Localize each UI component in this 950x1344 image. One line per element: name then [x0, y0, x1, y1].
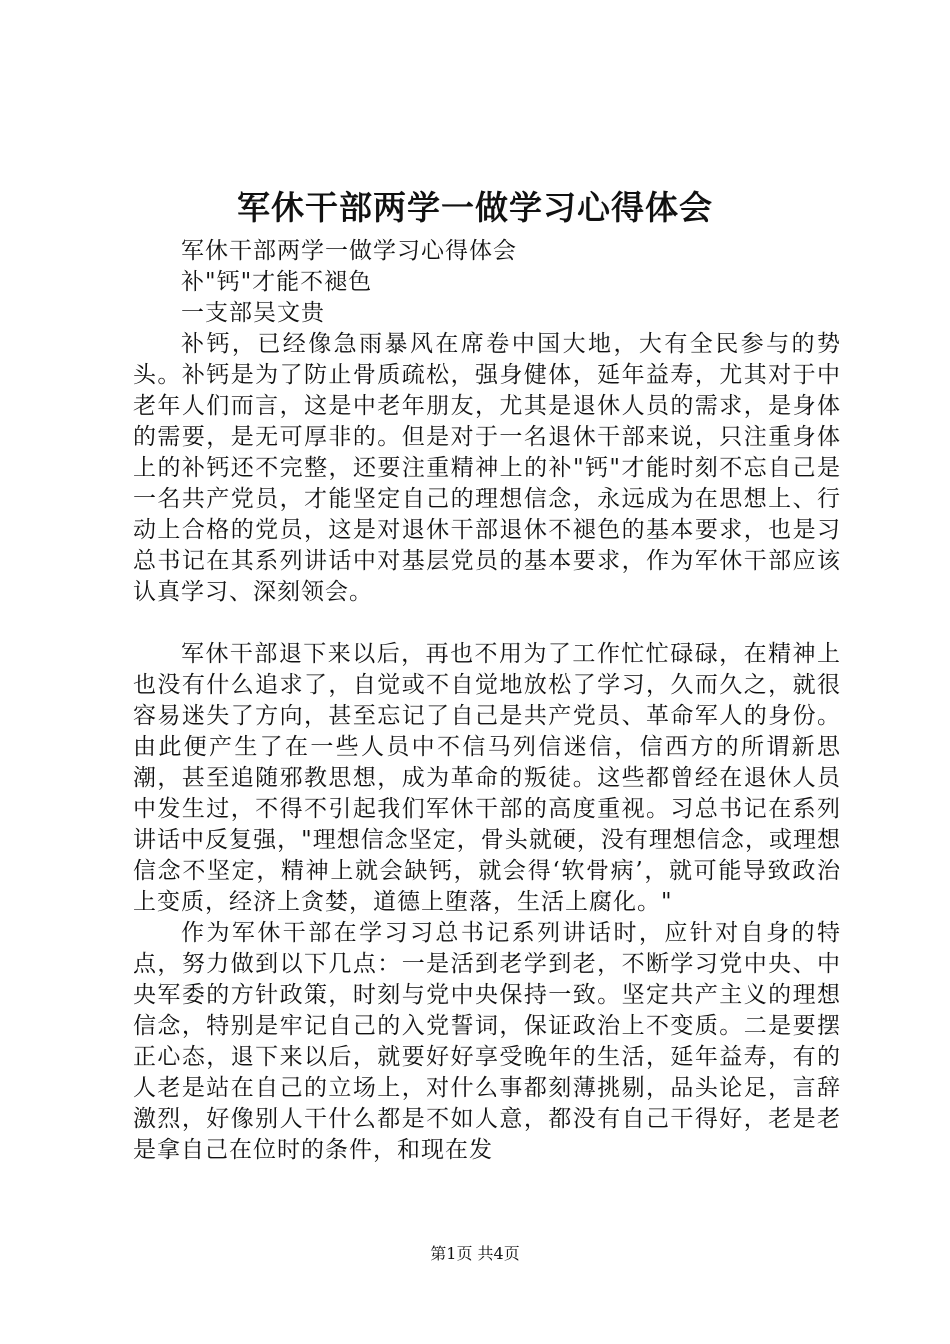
page-footer: 第1页 共4页 [430, 1244, 520, 1263]
document-body [133, 236, 841, 1166]
paragraph-3: 作为军休干部在学习习总书记系列讲话时，应针对自身的特点，努力做到以下几点：一是活到老学到老，不断学习党中央、中央军委的方针政策，时刻与党中央保持一致。坚定共产主义的理想信念，特别是牢记自己的入党誓词，保证政治上不变质。二是要摆正心态，退下来以后，就要好好享受晚年的生活，延年益寿，有的人老是站在自己的立场上，对什么事都刻薄挑剔，品头论足，言辞激烈，好像别人干什么都是不如人意，都没有自己干得好，老是老是拿自己在位时的条件，和现在发 [133, 920, 841, 1163]
document-title: 军休干部两学一做学习心得体会 [237, 188, 713, 227]
paragraph-1: 补钙，已经像急雨暴风在席卷中国大地，大有全民参与的势头。补钙是为了防止骨质疏松，强身健体，延年益寿，尤其对于中老年人们而言，这是中老年朋友，尤其是退休人员的需求，是身体的需要，是无可厚非的。但是对于一名退休干部来说，只注重身体上的补钙还不完整，还要注重精神上的补"钙"才能时刻不忘自己是一名共产党员，才能坚定自己的理想信念，永远成为在思想上、行动上合格的党员，这是对退休干部退休不褪色的基本要求，也是习总书记在其系列讲话中对基层党员的基本要求，作为军休干部应该认真学习、深刻领会。 [133, 331, 841, 605]
subtitle-line: 军休干部两学一做学习心得体会 [181, 238, 517, 264]
heading-line: 补"钙"才能不褪色 [181, 269, 373, 295]
paragraph-2: 军休干部退下来以后，再也不用为了工作忙忙碌碌，在精神上也没有什么追求了，自觉或不自觉地放松了学习，久而久之，就很容易迷失了方向，甚至忘记了自己是共产党员、革命军人的身份。由此便产生了在一些人员中不信马列信迷信，信西方的所谓新思潮，甚至追随邪教思想，成为革命的叛徒。这些都曾经在退休人员中发生过，不得不引起我们军休干部的高度重视。习总书记在系列讲话中反复强，"理想信念坚定，骨头就硬，没有理想信念，或理想信念不坚定，精神上就会缺钙，就会得‘软骨病’，就可能导致政治上变质，经济上贪婪，道德上堕落，生活上腐化。" [133, 641, 841, 915]
author-line: 一支部吴文贵 [181, 300, 325, 326]
